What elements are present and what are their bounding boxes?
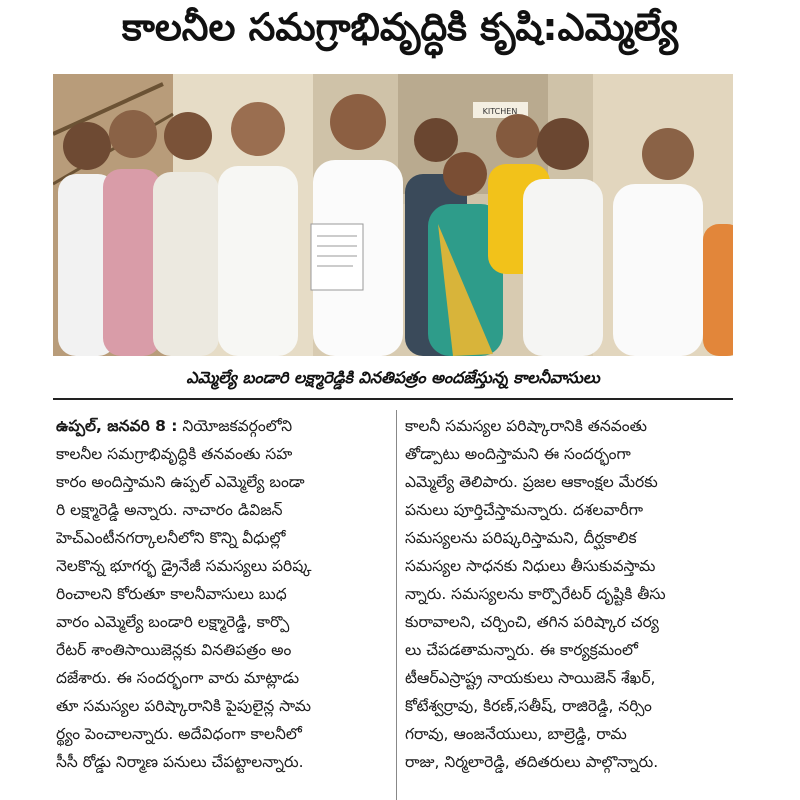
article-line: టీఆర్ఎస్రాష్ట్ర నాయకులు సాయిజెన్ శేఖర్, [405,669,656,687]
article-line: రించాలని కోరుతూ కాలనీవాసులు బుధ [56,585,287,603]
article-line: ఎమ్మెల్యే తెలిపారు. ప్రజల ఆకాంక్షల మేరకు [405,473,658,491]
article-line: కాలనీల సమగ్రాభివృద్ధికి తనవంతు సహ [56,445,293,463]
svg-text:KITCHEN: KITCHEN [482,107,518,116]
caption-rule [53,398,733,400]
photo-caption: ఎమ్మెల్యే బండారి లక్ష్మారెడ్డికి వినతిపత్రం అందజేస్తున్న కాలనీవాసులు [186,367,600,387]
article-line: నెలకొన్న భూగర్భ డ్రైనేజీ సమస్యలు పరిష్క [56,557,312,575]
column-divider [396,410,397,800]
article-line: సీసీ రోడ్డు నిర్మాణ పనులు చేపట్టాలన్నారు. [56,753,304,771]
article-line: సమస్యల సాధనకు నిధులు తీసుకువస్తామ [405,557,656,575]
headline: కాలనీల సమగ్రాభివృద్ధికి కృషి:ఎమ్మెల్యే [121,5,679,49]
article-line: కురావాలని, చర్చించి, తగిన పరిష్కార చర్య [405,613,659,631]
dateline: ఉప్పల్, జనవరి 8 : [56,417,178,435]
article-line: న్నారు. సమస్యలను కార్పొరేటర్ దృష్టికి తీసు [405,585,666,603]
article-line: ర్థ్యం పెంచాలన్నారు. అదేవిధంగా కాలనీలో [56,725,302,743]
article-line: రాజు, నిర్మలారెడ్డి, తదితరులు పాల్గొన్నారు. [405,753,659,771]
article-line: హెచ్ఎంటీనగర్కాలనీలోని కొన్ని వీధుల్లో [56,529,286,547]
article-line: గరావు, ఆంజనేయులు, బాల్రెడ్డి, రామ [405,725,627,743]
article-line: కాలనీ సమస్యల పరిష్కారానికి తనవంతు [405,417,647,435]
article-line: దజేశారు. ఈ సందర్భంగా వారు మాట్లాడు [56,669,300,687]
article-line: తూ సమస్యల పరిష్కారానికి పైపులైన్ల సామ [56,697,312,715]
group-photo-illustration [53,74,733,356]
article-line: రి లక్ష్మారెడ్డి అన్నారు. నాచారం డివిజన్ [56,501,283,519]
article-line: పనులు పూర్తిచేస్తామన్నారు. దశలవారీగా [405,501,644,519]
article-line: సమస్యలను పరిష్కరిస్తామని, దీర్ఘకాలిక [405,529,637,547]
article-column-right [405,412,735,800]
article-line: తోడ్పాటు అందిస్తామని ఈ సందర్భంగా [405,445,631,463]
article-column-left [56,412,386,800]
article-line: లు చేపడతామన్నారు. ఈ కార్యక్రమంలో [405,641,638,659]
article-line: రేటర్ శాంతిసాయిజెన్లకు వినతిపత్రం అం [56,641,292,659]
news-photo [53,74,733,356]
article-line: ఉప్పల్, జనవరి 8 : నియోజకవర్గంలోని [56,417,293,435]
article-line: వారం ఎమ్మెల్యే బండారి లక్ష్మారెడ్డి, కార్పొ [56,613,290,631]
article-line: కోటేశ్వర్రావు, కిరణ్,సతీష్, రాజిరెడ్డి, నర్సిం [405,697,652,715]
article-line: కారం అందిస్తామని ఉప్పల్ ఎమ్మెల్యే బండా [56,473,305,491]
